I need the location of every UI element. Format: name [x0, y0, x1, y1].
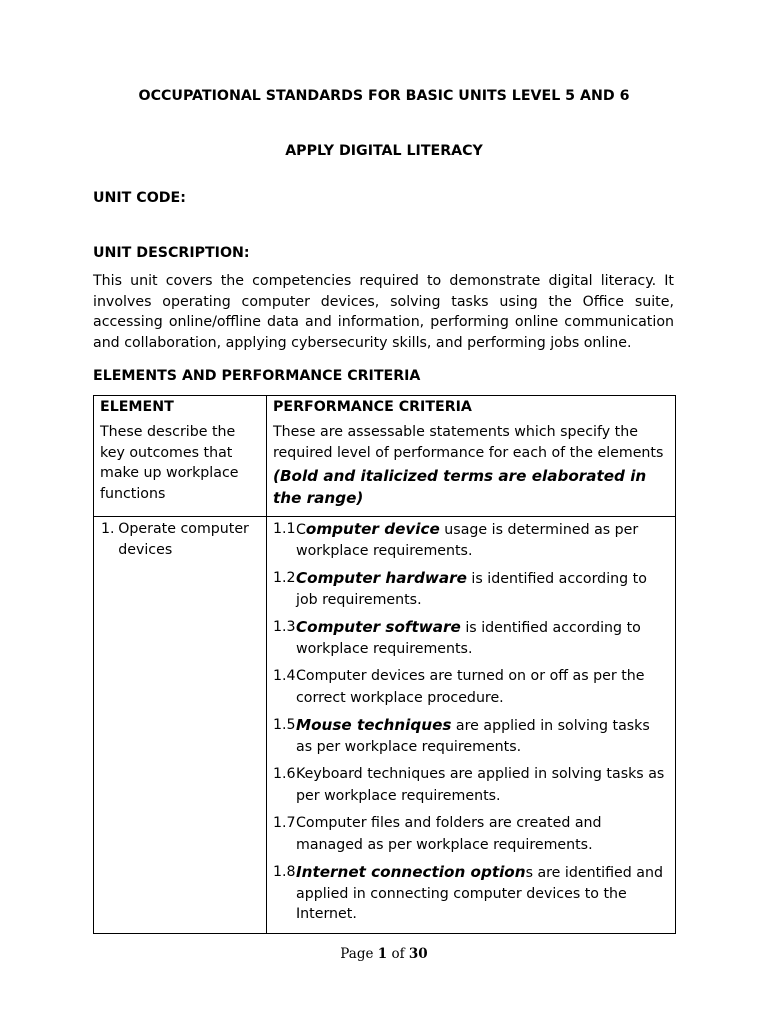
criteria-number: 1.6	[273, 766, 296, 782]
criteria-item	[273, 715, 669, 757]
criteria-item	[273, 862, 669, 925]
criteria-term: Computer software	[296, 618, 461, 636]
criteria-text	[296, 568, 669, 610]
criteria-item	[273, 519, 669, 561]
unit-title: APPLY DIGITAL LITERACY	[285, 143, 483, 159]
criteria-text	[296, 862, 669, 925]
unit-code-label: UNIT CODE:	[93, 190, 186, 206]
page-total: 30	[408, 946, 428, 962]
criteria-text	[296, 715, 669, 757]
criteria-term: Internet connection option	[296, 863, 526, 881]
elements-criteria-table	[93, 395, 676, 934]
criteria-term: Mouse techniques	[296, 716, 452, 734]
criteria-number: 1.1	[273, 521, 296, 537]
page-footer	[0, 946, 768, 962]
page-word: Page	[340, 946, 374, 962]
criteria-text-lead: Computer devices are turned on or off as per the correct workplace procedure.	[296, 668, 645, 706]
element-column-description: These describe the key outcomes that make up workplace functions	[100, 424, 239, 502]
criteria-text-rest: s are identified and applied in connecting computer devices to the Internet.	[296, 865, 663, 922]
criteria-text-lead: Computer files and folders are created and managed as per workplace requirements.	[296, 815, 602, 853]
criteria-text-rest: usage is determined as per workplace requirements.	[296, 522, 639, 559]
criteria-list	[273, 517, 669, 933]
criteria-text-rest: are applied in solving tasks as per workplace requirements.	[296, 718, 650, 755]
criteria-text	[296, 519, 669, 561]
table-row	[94, 517, 676, 934]
criteria-cell	[267, 517, 676, 934]
elements-heading: ELEMENTS AND PERFORMANCE CRITERIA	[93, 368, 421, 384]
element-label: Operate computer devices	[118, 521, 249, 558]
element-number: 1.	[101, 521, 115, 537]
element-header-cell	[94, 396, 267, 517]
unit-description-label: UNIT DESCRIPTION:	[93, 245, 250, 261]
criteria-number: 1.4	[273, 668, 296, 684]
element-column-title: ELEMENT	[100, 399, 174, 415]
criteria-item	[273, 568, 669, 610]
criteria-number: 1.2	[273, 570, 296, 586]
criteria-column-description: These are assessable statements which specify the required level of performance for each of the elements	[273, 424, 664, 461]
element-item	[100, 519, 260, 560]
criteria-item	[273, 764, 669, 806]
criteria-column-note: (Bold and italicized terms are elaborated in the range)	[273, 467, 647, 507]
criteria-number: 1.7	[273, 815, 296, 831]
of-word: of	[391, 946, 405, 962]
criteria-item	[273, 813, 669, 855]
page-current: 1	[377, 946, 388, 962]
criteria-number: 1.3	[273, 619, 296, 635]
unit-description: This unit covers the competencies required to demonstrate digital literacy. It involves operating computer devices, solving tasks using the Office suite, accessing online/offline data and information, performing online communication and collaboration, applying cybersecurity skills, and performing jobs online.	[93, 273, 674, 351]
element-cell	[94, 517, 267, 934]
criteria-term: omputer device	[305, 520, 440, 538]
criteria-column-title: PERFORMANCE CRITERIA	[273, 399, 472, 415]
criteria-text	[296, 813, 669, 855]
criteria-text-lead: C	[296, 522, 306, 538]
criteria-item	[273, 666, 669, 708]
criteria-number: 1.5	[273, 717, 296, 733]
document-title: OCCUPATIONAL STANDARDS FOR BASIC UNITS LEVEL 5 AND 6	[138, 88, 630, 104]
criteria-term: Computer hardware	[296, 569, 467, 587]
table-header-row	[94, 396, 676, 517]
criteria-text-rest: is identified according to workplace requirements.	[296, 620, 641, 657]
criteria-text	[296, 617, 669, 659]
criteria-text	[296, 666, 669, 708]
criteria-text	[296, 764, 669, 806]
criteria-text-rest: is identified according to job requirements.	[296, 571, 647, 608]
criteria-text-lead: Keyboard techniques are applied in solving tasks as per workplace requirements.	[296, 766, 665, 804]
criteria-item	[273, 617, 669, 659]
criteria-number: 1.8	[273, 864, 296, 880]
criteria-header-cell	[267, 396, 676, 517]
